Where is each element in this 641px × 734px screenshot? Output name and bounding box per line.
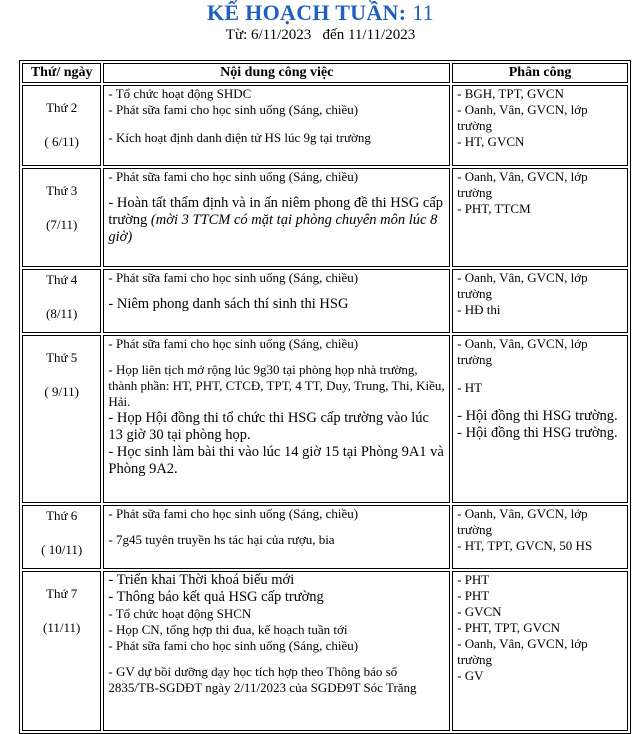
task-item: - Phát sữa fami cho học sinh uống (Sáng, chiều): [108, 336, 359, 351]
assign-item: - HĐ thi: [457, 302, 501, 317]
column-header-day: Thứ/ ngày: [22, 63, 101, 83]
assign-cell: [452, 85, 628, 166]
task-item: - GV dự bồi dưỡng dạy học tích hợp theo Thông báo số 2835/TB-SGDĐT ngày 2/11/2023 của SGDĐ9T Sóc Trăng: [108, 664, 417, 695]
column-header-assign: Phân công: [452, 63, 628, 83]
assign-cell: [452, 335, 628, 503]
assign-item: - Hội đồng thi HSG trường.: [457, 408, 618, 424]
task-item: - Thông báo kết quả HSG cấp trường: [108, 589, 324, 605]
assign-item: - Oanh, Vân, GVCN, lớp trường: [457, 270, 588, 301]
day-date: ( 10/11): [41, 542, 83, 557]
date-range: [0, 26, 641, 44]
tasks-cell: [103, 505, 450, 569]
assign-item: - Oanh, Vân, GVCN, lớp trường: [457, 102, 588, 133]
day-name: Thứ 6: [46, 508, 78, 523]
task-item: - Họp Hội đồng thi tổ chức thi HSG cấp trường vào lúc 13 giờ 30 tại phòng họp.: [108, 410, 429, 443]
column-header-tasks: Nội dung công việc: [103, 63, 450, 83]
assign-item: - PHT: [457, 588, 490, 603]
task-item: - Hoàn tất thẩm định và in ấn niêm phong đề thi HSG cấp trường (mời 3 TTCM có mặt tại phòng chuyên môn lúc 8 giờ): [108, 195, 444, 245]
task-item: - Phát sữa fami cho học sinh uống (Sáng, chiều): [108, 638, 359, 653]
assign-item: - GV: [457, 668, 484, 683]
day-cell: [22, 269, 101, 333]
table-row: [22, 269, 628, 333]
date-from-label: Từ:: [225, 27, 248, 43]
date-to: 11/11/2023: [347, 27, 416, 43]
day-date: (8/11): [46, 306, 78, 321]
day-cell: [22, 571, 101, 731]
task-item: - Họp CN, tổng hợp thi đua, kế hoạch tuần tới: [108, 622, 348, 637]
table-row: [22, 168, 628, 267]
day-date: (11/11): [43, 620, 81, 635]
tasks-cell: [103, 168, 450, 267]
task-item: - Phát sữa fami cho học sinh uống (Sáng, chiều): [108, 506, 359, 521]
table-row: [22, 85, 628, 166]
assign-item: - BGH, TPT, GVCN: [457, 86, 564, 101]
day-cell: [22, 335, 101, 503]
table-header-row: [22, 63, 628, 83]
date-to-label: đến: [322, 27, 345, 43]
task-item: - Học sinh làm bài thi vào lúc 14 giờ 15 tại Phòng 9A1 và Phòng 9A2.: [108, 444, 444, 477]
day-name: Thứ 2: [46, 100, 78, 115]
day-name: Thứ 4: [46, 272, 78, 287]
assign-cell: [452, 505, 628, 569]
day-date: ( 6/11): [44, 134, 79, 149]
assign-cell: [452, 571, 628, 731]
day-name: Thứ 5: [46, 350, 78, 365]
tasks-cell: [103, 269, 450, 333]
assign-item: - Oanh, Vân, GVCN, lớp trường: [457, 506, 588, 537]
page-title: [0, 0, 641, 26]
title-prefix: KẾ HOẠCH TUẦN:: [207, 0, 407, 25]
table-row: [22, 505, 628, 569]
weekly-plan-table: [19, 60, 631, 734]
task-item: - Niêm phong danh sách thí sinh thi HSG: [108, 296, 349, 312]
assign-item: - PHT: [457, 572, 490, 587]
task-item: - Tổ chức hoạt động SHCN: [108, 606, 252, 621]
task-item: - Triển khai Thời khoá biểu mới: [108, 572, 295, 588]
table-row: [22, 571, 628, 731]
task-item: - Họp liên tịch mở rộng lúc 9g30 tại phòng họp nhà trường, thành phần: HT, PHT, CTCĐ, TPT, 4 TT, Duy, Trung, Thi, Kiều, Hải.: [108, 362, 445, 409]
week-number: 11: [412, 0, 434, 25]
assign-item: - HT: [457, 380, 483, 395]
day-date: ( 9/11): [44, 384, 79, 399]
assign-item: - Oanh, Vân, GVCN, lớp trường: [457, 336, 588, 367]
assign-item: - PHT, TPT, GVCN: [457, 620, 561, 635]
assign-cell: [452, 168, 628, 267]
day-cell: [22, 505, 101, 569]
assign-item: - GVCN: [457, 604, 502, 619]
day-cell: [22, 85, 101, 166]
assign-cell: [452, 269, 628, 333]
tasks-cell: [103, 571, 450, 731]
day-name: Thứ 7: [46, 586, 78, 601]
task-item: - Kích hoạt định danh điện tử HS lúc 9g tại trường: [108, 130, 371, 145]
tasks-cell: [103, 85, 450, 166]
task-item: - Phát sữa fami cho học sinh uống (Sáng, chiều): [108, 270, 359, 285]
assign-item: - HT, TPT, GVCN, 50 HS: [457, 538, 593, 553]
assign-item: - HT, GVCN: [457, 134, 525, 149]
day-name: Thứ 3: [46, 183, 78, 198]
table-row: [22, 335, 628, 503]
task-item: - Phát sữa fami cho học sinh uống (Sáng, chiều): [108, 169, 359, 184]
assign-item: - PHT, TTCM: [457, 201, 531, 216]
task-item: - 7g45 tuyên truyền hs tác hại của rượu, bia: [108, 532, 335, 547]
assign-item: - Hội đồng thi HSG trường.: [457, 425, 618, 441]
task-item: - Tổ chức hoạt động SHDC: [108, 86, 252, 101]
task-item: - Phát sữa fami cho học sinh uống (Sáng, chiều): [108, 102, 359, 117]
assign-item: - Oanh, Vân, GVCN, lớp trường: [457, 169, 588, 200]
tasks-cell: [103, 335, 450, 503]
date-from: 6/11/2023: [251, 27, 312, 43]
day-cell: [22, 168, 101, 267]
day-date: (7/11): [46, 217, 78, 232]
assign-item: - Oanh, Vân, GVCN, lớp trường: [457, 636, 588, 667]
